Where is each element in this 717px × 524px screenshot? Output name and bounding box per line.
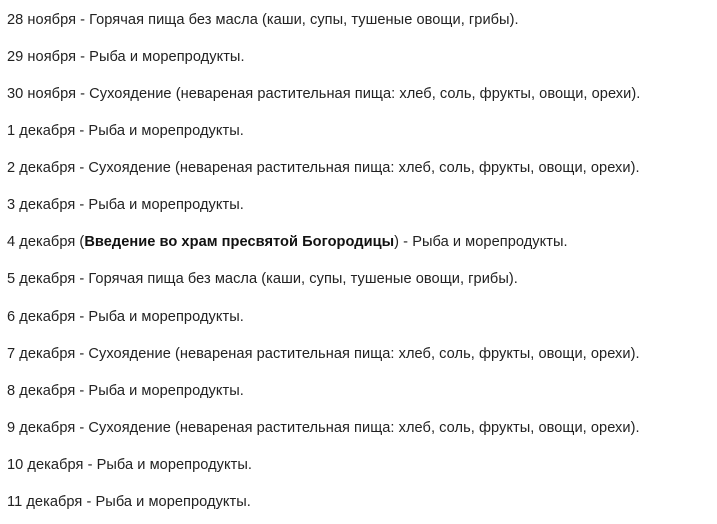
entry-date: 1 декабря <box>7 123 76 139</box>
entry-date: 30 ноября <box>7 86 77 102</box>
entry-date: 6 декабря <box>7 309 76 325</box>
schedule-entry: 10 декабря - Рыба и морепродукты. <box>7 457 253 473</box>
entry-text: Сухоядение (невареная растительная пища: хлеб, соль, фрукты, овощи, орехи). <box>88 160 640 176</box>
entry-date: 11 декабря <box>7 494 83 510</box>
entry-text: Рыба и морепродукты. <box>412 234 568 250</box>
entry-text: Рыба и морепродукты. <box>88 123 244 139</box>
entry-text: Горячая пища без масла (каши, супы, тушеные овощи, грибы). <box>89 12 519 28</box>
entry-text: Сухоядение (невареная растительная пища: хлеб, соль, фрукты, овощи, орехи). <box>88 420 640 436</box>
entry-text: Рыба и морепродукты. <box>96 457 253 473</box>
entry-text: Рыба и морепродукты. <box>95 494 251 510</box>
entry-date: 9 декабря <box>7 420 76 436</box>
schedule-entry: 8 декабря - Рыба и морепродукты. <box>7 383 244 399</box>
entry-date: 10 декабря <box>7 457 84 473</box>
entry-text: Рыба и морепродукты. <box>88 197 244 213</box>
entry-text: Сухоядение (невареная растительная пища: хлеб, соль, фрукты, овощи, орехи). <box>88 346 640 362</box>
entry-date: 28 ноября <box>7 12 77 28</box>
schedule-entry: 4 декабря (Введение во храм пресвятой Богородицы) - Рыба и морепродукты. <box>7 234 568 250</box>
entry-text: Рыба и морепродукты. <box>89 49 245 65</box>
entry-date: 3 декабря <box>7 197 76 213</box>
schedule-entry: 29 ноября - Рыба и морепродукты. <box>7 49 245 65</box>
holiday-name: Введение во храм пресвятой Богородицы <box>84 234 395 250</box>
schedule-entry: 5 декабря - Горячая пища без масла (каши, супы, тушеные овощи, грибы). <box>7 271 518 287</box>
schedule-entry: 28 ноября - Горячая пища без масла (каши, супы, тушеные овощи, грибы). <box>7 12 519 28</box>
schedule-entry: 7 декабря - Сухоядение (невареная растительная пища: хлеб, соль, фрукты, овощи, орехи). <box>7 346 640 362</box>
entry-text: Рыба и морепродукты. <box>88 383 244 399</box>
entry-date: 4 декабря <box>7 234 76 250</box>
schedule-entry: 3 декабря - Рыба и морепродукты. <box>7 197 244 213</box>
entry-date: 8 декабря <box>7 383 76 399</box>
entry-text: Сухоядение (невареная растительная пища: хлеб, соль, фрукты, овощи, орехи). <box>89 86 641 102</box>
schedule-entry: 9 декабря - Сухоядение (невареная растительная пища: хлеб, соль, фрукты, овощи, орехи). <box>7 420 640 436</box>
schedule-entry: 2 декабря - Сухоядение (невареная растительная пища: хлеб, соль, фрукты, овощи, орехи). <box>7 160 640 176</box>
schedule-entry: 6 декабря - Рыба и морепродукты. <box>7 309 244 325</box>
entry-text: Рыба и морепродукты. <box>88 309 244 325</box>
entry-text: Горячая пища без масла (каши, супы, тушеные овощи, грибы). <box>88 271 518 287</box>
schedule-entry: 1 декабря - Рыба и морепродукты. <box>7 123 244 139</box>
entry-date: 5 декабря <box>7 271 76 287</box>
entry-date: 2 декабря <box>7 160 76 176</box>
schedule-entry: 11 декабря - Рыба и морепродукты. <box>7 494 251 510</box>
entry-date: 7 декабря <box>7 346 76 362</box>
schedule-entry: 30 ноября - Сухоядение (невареная растительная пища: хлеб, соль, фрукты, овощи, орехи). <box>7 86 641 102</box>
entry-date: 29 ноября <box>7 49 77 65</box>
